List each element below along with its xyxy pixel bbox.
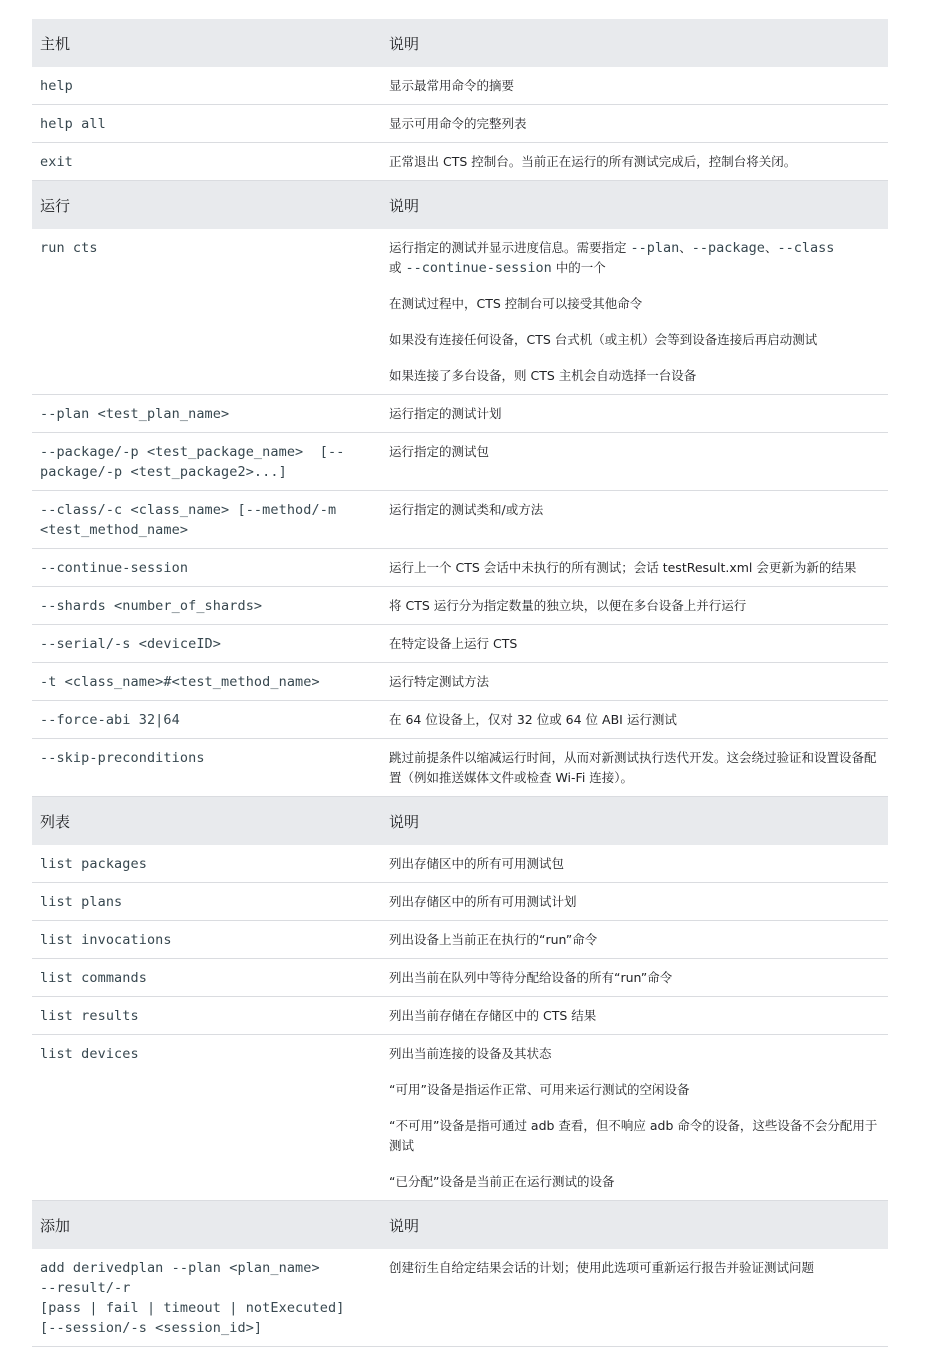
cts-command-table — [32, 19, 888, 1347]
table-row — [32, 1249, 888, 1347]
run-cts-paragraph-3: 如果没有连接任何设备，CTS 台式机（或主机）会等到设备连接后再启动测试 — [389, 332, 818, 347]
command-cell: help all — [32, 105, 381, 143]
list-devices-paragraph-3: “不可用”设备是指可通过 adb 查看，但不响应 adb 命令的设备，这些设备不会分配用于测试 — [389, 1118, 878, 1153]
table-row — [32, 587, 888, 625]
description-cell: 跳过前提条件以缩减运行时间，从而对新测试执行迭代开发。这会绕过验证和设置设备配置（例如推送媒体文件或检查 Wi-Fi 连接）。 — [381, 739, 888, 797]
header-add: 添加 — [32, 1201, 381, 1250]
table-row — [32, 663, 888, 701]
header-host: 主机 — [32, 19, 381, 67]
inline-code: --package — [691, 240, 765, 256]
command-cell: --serial/-s <deviceID> — [32, 625, 381, 663]
table-row — [32, 549, 888, 587]
description-cell: 列出存储区中的所有可用测试计划 — [381, 883, 888, 921]
command-cell: help — [32, 67, 381, 105]
list-devices-paragraph-2: “可用”设备是指运作正常、可用来运行测试的空闲设备 — [389, 1082, 690, 1097]
header-row-list — [32, 797, 888, 846]
list-devices-paragraph-4: “已分配”设备是当前正在运行测试的设备 — [389, 1174, 615, 1189]
description-cell: 运行指定的测试计划 — [381, 395, 888, 433]
command-cell: list results — [32, 997, 381, 1035]
table-row — [32, 491, 888, 549]
command-cell: list commands — [32, 959, 381, 997]
command-cell: -t <class_name>#<test_method_name> — [32, 663, 381, 701]
description-cell: 正常退出 CTS 控制台。当前正在运行的所有测试完成后，控制台将关闭。 — [381, 143, 888, 181]
description-cell: 运行特定测试方法 — [381, 663, 888, 701]
table-row — [32, 739, 888, 797]
description-cell — [381, 229, 888, 395]
command-cell: --continue-session — [32, 549, 381, 587]
command-cell: --package/-p <test_package_name> [-- package/-p <test_package2>...] — [32, 433, 381, 491]
table-row — [32, 701, 888, 739]
run-cts-paragraph-4: 如果连接了多台设备，则 CTS 主机会自动选择一台设备 — [389, 368, 697, 383]
header-run: 运行 — [32, 181, 381, 230]
header-description: 说明 — [381, 1201, 888, 1250]
inline-code: --continue-session — [405, 260, 552, 276]
header-description: 说明 — [381, 797, 888, 846]
command-cell: --plan <test_plan_name> — [32, 395, 381, 433]
table-row — [32, 395, 888, 433]
command-cell: --class/-c <class_name> [--method/-m <test_method_name> — [32, 491, 381, 549]
command-cell: --shards <number_of_shards> — [32, 587, 381, 625]
command-cell: exit — [32, 143, 381, 181]
table-row — [32, 883, 888, 921]
table-row — [32, 433, 888, 491]
table-row — [32, 921, 888, 959]
description-cell: 运行上一个 CTS 会话中未执行的所有测试；会话 testResult.xml 会更新为新的结果 — [381, 549, 888, 587]
table-row-list-devices — [32, 1035, 888, 1201]
description-cell: 显示可用命令的完整列表 — [381, 105, 888, 143]
inline-code: --class — [777, 240, 835, 256]
header-row-add — [32, 1201, 888, 1250]
command-cell: list packages — [32, 845, 381, 883]
description-cell: 在 64 位设备上，仅对 32 位或 64 位 ABI 运行测试 — [381, 701, 888, 739]
description-cell: 列出当前在队列中等待分配给设备的所有“run”命令 — [381, 959, 888, 997]
table-row — [32, 845, 888, 883]
description-cell: 运行指定的测试包 — [381, 433, 888, 491]
table-row — [32, 625, 888, 663]
table-row-run-cts — [32, 229, 888, 395]
command-cell: list plans — [32, 883, 381, 921]
header-row-host — [32, 19, 888, 67]
table-row — [32, 67, 888, 105]
description-cell: 列出设备上当前正在执行的“run”命令 — [381, 921, 888, 959]
table-row — [32, 143, 888, 181]
table-row — [32, 959, 888, 997]
run-cts-paragraph-1: 运行指定的测试并显示进度信息。需要指定 --plan、--package、--class 或 --continue-session 中的一个 — [389, 240, 835, 276]
header-list: 列表 — [32, 797, 381, 846]
description-cell — [381, 1035, 888, 1201]
command-cell: --skip-preconditions — [32, 739, 381, 797]
description-cell: 列出当前存储在存储区中的 CTS 结果 — [381, 997, 888, 1035]
description-cell: 运行指定的测试类和/或方法 — [381, 491, 888, 549]
header-row-run — [32, 181, 888, 230]
command-reference — [32, 19, 888, 1347]
command-cell: run cts — [32, 229, 381, 395]
header-description: 说明 — [381, 19, 888, 67]
command-cell: --force-abi 32|64 — [32, 701, 381, 739]
table-row — [32, 105, 888, 143]
inline-code: --plan — [630, 240, 680, 256]
run-cts-paragraph-2: 在测试过程中，CTS 控制台可以接受其他命令 — [389, 296, 643, 311]
command-cell: list invocations — [32, 921, 381, 959]
description-cell: 在特定设备上运行 CTS — [381, 625, 888, 663]
list-devices-paragraph-1: 列出当前连接的设备及其状态 — [389, 1046, 552, 1061]
table-row — [32, 997, 888, 1035]
description-cell: 列出存储区中的所有可用测试包 — [381, 845, 888, 883]
command-cell: add derivedplan --plan <plan_name> --result/-r [pass | fail | timeout | notExecuted] [--session/-s <session_id>] — [32, 1249, 381, 1347]
description-cell: 创建衍生自给定结果会话的计划；使用此选项可重新运行报告并验证测试问题 — [381, 1249, 888, 1347]
description-cell: 将 CTS 运行分为指定数量的独立块，以便在多台设备上并行运行 — [381, 587, 888, 625]
command-cell: list devices — [32, 1035, 381, 1201]
header-description: 说明 — [381, 181, 888, 230]
description-cell: 显示最常用命令的摘要 — [381, 67, 888, 105]
